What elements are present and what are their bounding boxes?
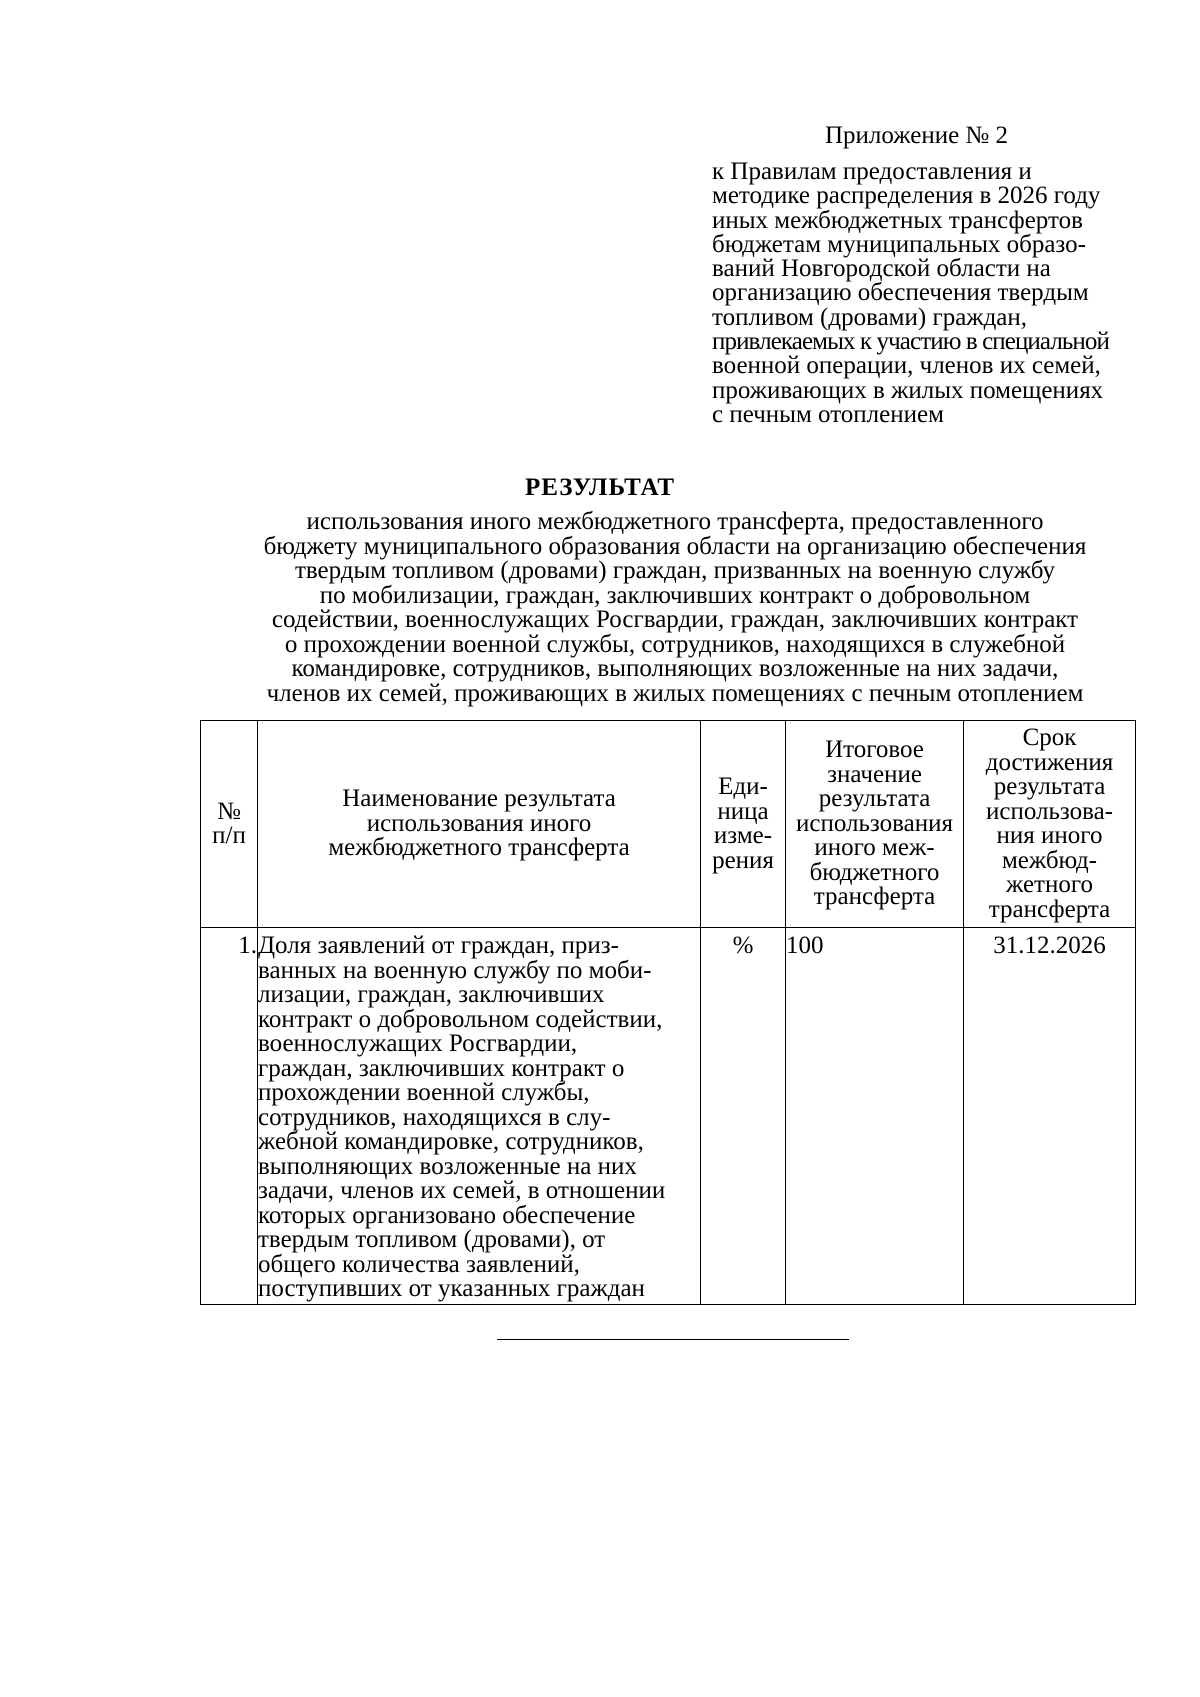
result-description-line: о прохождении военной службы, сотрудников, находящихся в служебной bbox=[284, 630, 1066, 658]
appendix-line: привлекаемых к участию в специальной bbox=[712, 328, 1109, 356]
row-name-line: поступивших от указанных граждан bbox=[258, 1275, 645, 1302]
header-unit bbox=[701, 721, 786, 928]
result-description bbox=[195, 510, 1155, 706]
row-name-line: граждан, заключивших контракт о bbox=[258, 1054, 625, 1082]
appendix-line: проживающих в жилых помещениях bbox=[712, 376, 1104, 404]
header-line: рения bbox=[712, 846, 774, 874]
row-final-value: 100 bbox=[786, 928, 964, 1305]
result-table bbox=[200, 720, 1136, 1305]
header-line: ница bbox=[717, 797, 769, 825]
header-line: Срок bbox=[1022, 724, 1077, 751]
result-description-line: твердым топливом (дровами) граждан, призванных на военную службу bbox=[294, 557, 1056, 584]
header-line: Еди- bbox=[718, 773, 768, 800]
appendix-line: топливом (дровами) граждан, bbox=[712, 303, 1028, 331]
header-line: результата bbox=[993, 773, 1106, 800]
header-final-value bbox=[786, 721, 964, 928]
header-line: результата bbox=[818, 785, 931, 813]
result-description-line: бюджету муниципального образования области на организацию обеспечения bbox=[263, 532, 1087, 560]
header-line: № bbox=[217, 797, 241, 825]
header-line: межбюд- bbox=[1001, 846, 1098, 874]
header-line: жетного bbox=[1006, 871, 1093, 898]
row-name-line: контракт о добровольном содействии, bbox=[258, 1005, 663, 1033]
appendix-line: иных межбюджетных трансфертов bbox=[712, 206, 1083, 234]
appendix-line: методике распределения в 2026 году bbox=[712, 182, 1101, 210]
appendix-line: организацию обеспечения твердым bbox=[712, 279, 1089, 307]
header-line: значение bbox=[827, 760, 922, 788]
appendix-line: ваний Новгородской области на bbox=[712, 255, 1051, 283]
header-line: бюджетного bbox=[809, 858, 940, 886]
row-name-line: ванных на военную службу по моби- bbox=[258, 956, 652, 984]
row-name-line: Доля заявлений от граждан, приз- bbox=[258, 932, 619, 959]
result-description-line: использования иного межбюджетного трансферта, предоставленного bbox=[306, 508, 1044, 535]
header-line: п/п bbox=[212, 822, 246, 849]
row-name-line: прохождении военной службы, bbox=[258, 1079, 590, 1106]
header-line: ния иного bbox=[996, 822, 1103, 849]
row-name-line: выполняющих возложенные на них bbox=[258, 1152, 637, 1180]
header-line: использования bbox=[796, 809, 953, 837]
row-deadline: 31.12.2026 bbox=[964, 928, 1136, 1305]
row-name-line: военнослужащих Росгвардии, bbox=[258, 1030, 578, 1057]
row-name-line: которых организовано обеспечение bbox=[258, 1201, 636, 1229]
header-result-name bbox=[258, 721, 701, 928]
row-name-line: лизации, граждан, заключивших bbox=[258, 981, 605, 1008]
header-line: использова- bbox=[985, 797, 1114, 825]
row-name-line: твердым топливом (дровами), от bbox=[258, 1226, 606, 1253]
row-name-line: задачи, членов их семей, в отношении bbox=[258, 1177, 666, 1204]
result-description-line: содействии, военнослужащих Росгвардии, граждан, заключивших контракт bbox=[271, 606, 1079, 633]
header-line: Итоговое bbox=[825, 736, 924, 764]
header-line: Наименование результата bbox=[342, 785, 616, 813]
appendix-subtitle bbox=[712, 160, 1109, 427]
appendix-line: бюджетам муниципальных образо- bbox=[712, 230, 1086, 258]
row-number: 1. bbox=[201, 928, 258, 1305]
header-line: трансферта bbox=[988, 895, 1111, 923]
result-heading: РЕЗУЛЬТАТ bbox=[524, 474, 676, 501]
row-unit: % bbox=[701, 928, 786, 1305]
result-description-line: командировке, сотрудников, выполняющих возложенные на них задачи, bbox=[291, 655, 1059, 682]
header-line: иного меж- bbox=[814, 834, 935, 862]
row-name-line: сотрудников, находящихся в слу- bbox=[258, 1103, 611, 1131]
header-line: трансферта bbox=[813, 883, 936, 911]
appendix-line: военной операции, членов их семей, bbox=[712, 352, 1101, 380]
header-number bbox=[201, 721, 258, 928]
table-row bbox=[201, 928, 1136, 1305]
result-description-line: по мобилизации, граждан, заключивших контракт о добровольном bbox=[319, 581, 1031, 609]
row-result-name bbox=[258, 928, 701, 1305]
header-line: межбюджетного трансферта bbox=[328, 834, 630, 862]
result-description-line: членов их семей, проживающих в жилых помещениях с печным отоплением bbox=[266, 679, 1084, 707]
appendix-title: Приложение № 2 bbox=[825, 122, 1009, 149]
appendix-line: с печным отоплением bbox=[712, 400, 944, 428]
header-deadline bbox=[964, 721, 1136, 928]
row-name-line: жебной командировке, сотрудников, bbox=[258, 1128, 644, 1155]
closing-divider bbox=[497, 1339, 849, 1340]
appendix-line: к Правилам предоставления и bbox=[712, 158, 1032, 185]
header-line: использования иного bbox=[366, 809, 592, 837]
header-line: изме- bbox=[713, 822, 773, 849]
table-header-row bbox=[201, 721, 1136, 928]
header-line: достижения bbox=[985, 748, 1114, 776]
row-name-line: общего количества заявлений, bbox=[258, 1250, 580, 1278]
